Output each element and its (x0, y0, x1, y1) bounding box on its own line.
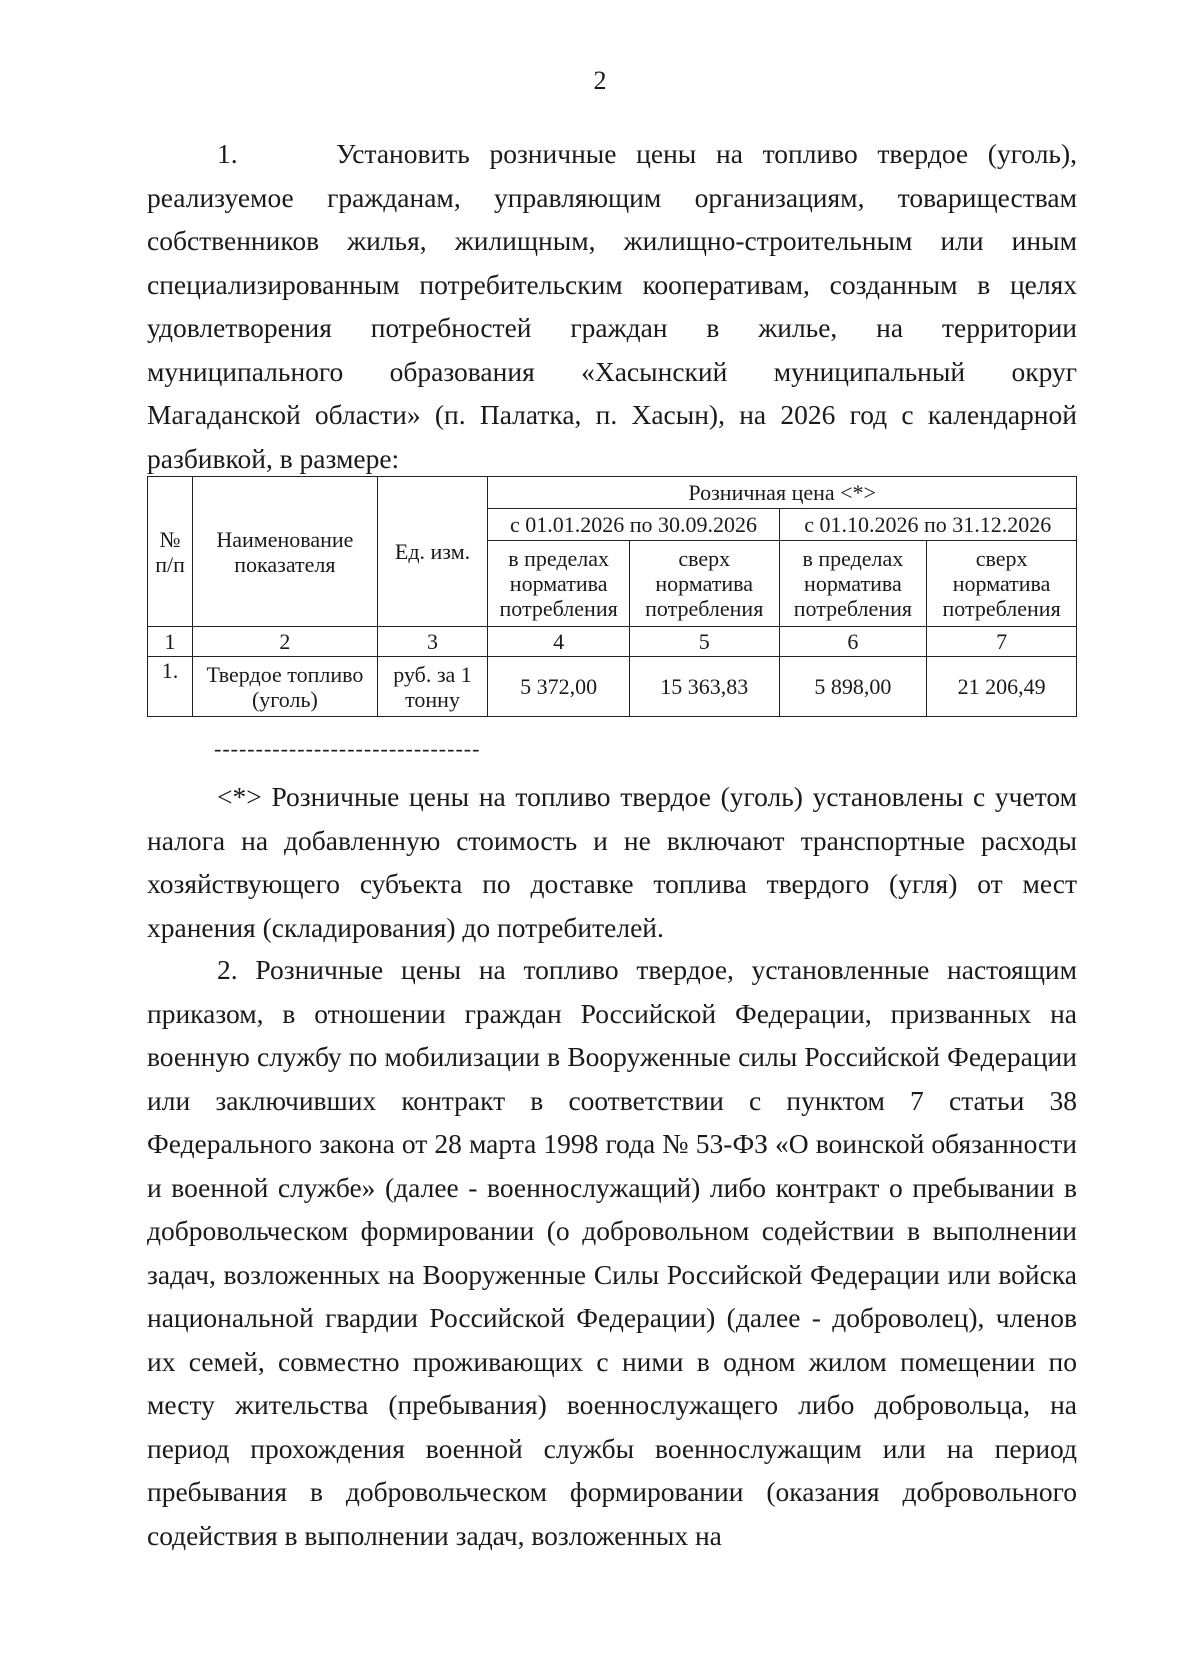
paragraph-2-text: 2. Розничные цены на топливо твердое, установленные настоящим приказом, в отношении граждан Российской Федерации, призванных на военную службу по мобилизации в Вооруженные силы Российской Федерации или заключивших контракт в соответствии с пунктом 7 статьи 38 Федерального закона от 28 марта 1998 года № 53-ФЗ «О воинской обязанности и военной службе» (далее - военнослужащий) либо контракт о пребывании в добровольческом формировании (о добровольном содействии в выполнении задач, возложенных на Вооруженные Силы Российской Федерации или войска национальной гвардии Российской Федерации) (далее - доброволец), членов их семей, совместно проживающих с ними в одном жилом помещении по месту жительства (пребывания) военнослужащего либо добровольца, на период прохождения военной службы военнослужащим или на период пребывания в добровольческом формировании (оказания добровольного содействия в выполнении задач, возложенных на (147, 954, 1077, 1551)
col-number: 3 (377, 627, 488, 657)
numbering-row (148, 627, 1077, 657)
paragraph-1-text: 1. Установить розничные цены на топливо твердое (уголь), реализуемое гражданам, управляющим организациям, товариществам собственников жилья, жилищным, жилищно-строительным или иным специализированным потребительским кооперативам, созданным в целях удовлетворения потребностей граждан в жилье, на территории муниципального образования «Хасынский муниципальный округ Магаданской области» (п. Палатка, п. Хасын), на 2026 год с календарной разбивкой, в размере: (147, 138, 1077, 474)
header-num: № п/п (148, 477, 193, 627)
row-num: 1. (148, 657, 193, 717)
col-number: 1 (148, 627, 193, 657)
col-number: 2 (193, 627, 378, 657)
col-number: 7 (927, 627, 1077, 657)
footnote (147, 775, 1077, 949)
paragraph-2 (147, 948, 1077, 1557)
row-value-2: 15 363,83 (629, 657, 779, 717)
header-period-1: с 01.01.2026 по 30.09.2026 (488, 509, 779, 541)
col-number: 6 (779, 627, 927, 657)
price-table (147, 476, 1077, 717)
header-over-norm-1: сверх норматива потребления (629, 541, 779, 627)
row-value-4: 21 206,49 (927, 657, 1077, 717)
footnote-separator: -------------------------------- (214, 736, 481, 761)
header-unit: Ед. изм. (377, 477, 488, 627)
table-row (148, 657, 1077, 717)
header-over-norm-2: сверх норматива потребления (927, 541, 1077, 627)
header-price: Розничная цена <*> (488, 477, 1077, 509)
paragraph-1 (147, 132, 1077, 480)
col-number: 4 (488, 627, 629, 657)
header-within-norm-2: в пределах норматива потребления (779, 541, 927, 627)
row-value-1: 5 372,00 (488, 657, 629, 717)
col-number: 5 (629, 627, 779, 657)
page-number: 2 (593, 66, 607, 95)
header-period-2: с 01.10.2026 по 31.12.2026 (779, 509, 1076, 541)
row-unit: руб. за 1 тонну (377, 657, 488, 717)
row-name: Твердое топливо (уголь) (193, 657, 378, 717)
header-within-norm-1: в пределах норматива потребления (488, 541, 629, 627)
header-name: Наименование показателя (193, 477, 378, 627)
row-value-3: 5 898,00 (779, 657, 927, 717)
footnote-text: <*> Розничные цены на топливо твердое (уголь) установлены с учетом налога на добавленную стоимость и не включают транспортные расходы хозяйствующего субъекта по доставке топлива твердого (угля) от мест хранения (складирования) до потребителей. (147, 781, 1077, 943)
